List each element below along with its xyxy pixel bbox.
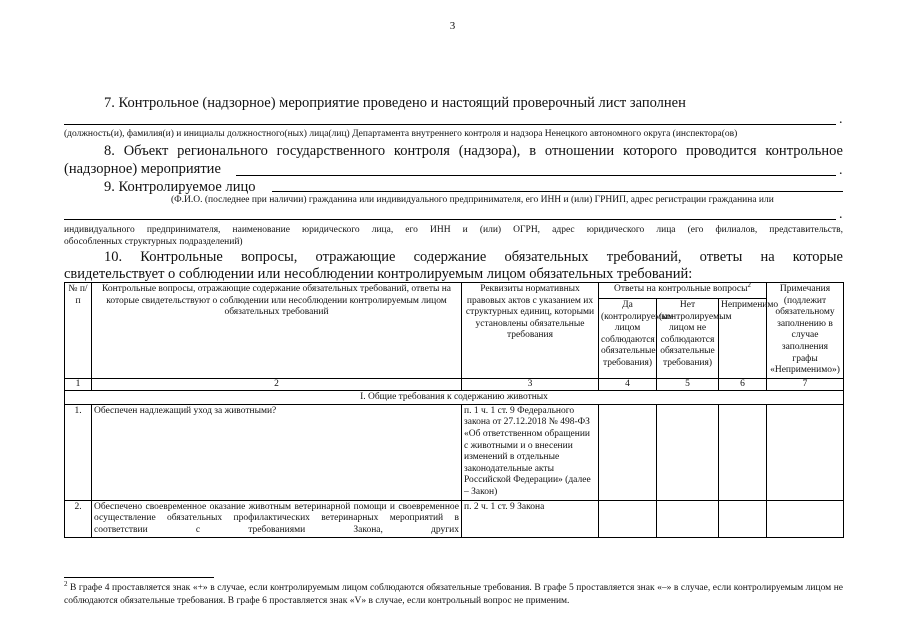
column-number: 2: [92, 378, 462, 390]
item-9-text: 9. Контролируемое лицо: [104, 179, 256, 195]
period: .: [839, 207, 843, 222]
column-number: 7: [767, 378, 844, 390]
answer-no-cell[interactable]: [657, 500, 719, 538]
row-num: 2.: [65, 500, 92, 538]
column-number: 1: [65, 378, 92, 390]
section-row: [65, 390, 844, 404]
item-10-line-1: 10. Контрольные вопросы, отражающие содержание обязательных требований, ответы на которые: [104, 249, 843, 265]
item-9-fill-line-2[interactable]: [64, 219, 836, 220]
footnote-text: В графе 4 проставляется знак «+» в случае, если контролируемым лицом соблюдаются обязательные требования. В графе 5 проставляется знак «–» в случае, если контролируемым лицом не соблюдаются обязательные требования. В графе 6 проставляется знак «V» в случае, если контрольный вопрос не применим.: [64, 583, 843, 606]
footnote-marker: 2: [64, 579, 68, 588]
footnote: [64, 579, 843, 607]
checklist-table: [64, 282, 844, 538]
item-9-caption-2: индивидуального предпринимателя, наименование юридического лица, его ИНН и (или) ОГРН, адрес юридического лица (его филиалов, представительств,: [64, 225, 843, 235]
item-7-caption: (должность(и), фамилия(и) и инициалы должностного(ных) лица(лиц) Департамента внутреннего контроля и надзора Ненецкого автономного округа (инспектора(ов): [64, 129, 738, 139]
item-7-text: 7. Контрольное (надзорное) мероприятие проведено и настоящий проверочный лист заполнен: [104, 95, 686, 111]
item-9-caption-1: (Ф.И.О. (последнее при наличии) гражданина или индивидуального предпринимателя, его ИНН и (или) ГРНИП, адрес регистрации гражданина или: [171, 195, 774, 205]
item-10-line-2: свидетельствует о соблюдении или несоблюдении контролируемым лицом обязательных требований:: [64, 266, 693, 282]
answer-na-cell[interactable]: [719, 500, 767, 538]
answer-na-cell[interactable]: [719, 404, 767, 500]
header-questions: Контрольные вопросы, отражающие содержание обязательных требований, ответы на которые свидетельствуют о соблюдении или несоблюдении контролируемым лицом обязательных требований: [92, 283, 462, 379]
row-requisite: п. 1 ч. 1 ст. 9 Федерального закона от 27.12.2018 № 498-ФЗ «Об ответственном обращении с животными и о внесении изменений в отдельные законодательные акты Российской Федерации» (далее – Закон): [462, 404, 599, 500]
page-number: 3: [449, 20, 456, 32]
item-8-fill-line[interactable]: [236, 175, 836, 176]
row-requisite: п. 2 ч. 1 ст. 9 Закона: [462, 500, 599, 538]
table-row: [65, 404, 844, 500]
table-header-row: [65, 283, 844, 299]
item-8-line-1: 8. Объект регионального государственного контроля (надзора), в отношении которого проводится контрольное: [104, 143, 843, 159]
header-notes: Примечания (подлежит обязательному заполнению в случае заполнения графы «Неприменимо»): [767, 283, 844, 379]
row-num: 1.: [65, 404, 92, 500]
column-number: 5: [657, 378, 719, 390]
column-number: 4: [599, 378, 657, 390]
section-title: I. Общие требования к содержанию животных: [65, 390, 844, 404]
row-question: Обеспечено своевременное оказание животным ветеринарной помощи и своевременное осуществление обязательных профилактических ветеринарных мероприятий в соответствии с требованиями Закона, других: [92, 500, 462, 538]
footnote-separator: [64, 577, 214, 578]
column-number: 6: [719, 378, 767, 390]
item-9-fill-line-1[interactable]: [272, 191, 843, 192]
column-number: 3: [462, 378, 599, 390]
header-na: Неприменимо: [719, 299, 767, 379]
row-question: Обеспечен надлежащий уход за животными?: [92, 404, 462, 500]
answer-no-cell[interactable]: [657, 404, 719, 500]
answer-yes-cell[interactable]: [599, 500, 657, 538]
notes-cell[interactable]: [767, 500, 844, 538]
header-answers-group: [599, 280, 767, 299]
item-8-line-2: (надзорное) мероприятие: [64, 161, 221, 177]
header-yes: Да (контролируемым лицом соблюдаются обязательные требования): [599, 299, 657, 379]
header-requisites: Реквизиты нормативных правовых актов с указанием их структурных единиц, которыми установлены обязательные требования: [462, 283, 599, 379]
notes-cell[interactable]: [767, 404, 844, 500]
footnote-ref: 2: [747, 280, 752, 289]
header-no: Нет (контролируемым лицом не соблюдаются обязательные требования): [657, 299, 719, 379]
period: .: [839, 163, 843, 178]
column-numbers-row: [65, 378, 844, 390]
item-7-fill-line[interactable]: [64, 124, 836, 125]
header-num: № п/п: [65, 283, 92, 379]
table-row: [65, 500, 844, 538]
header-answers-label: Ответы на контрольные вопросы: [613, 284, 748, 294]
answer-yes-cell[interactable]: [599, 404, 657, 500]
item-9-caption-3: обособленных структурных подразделений): [64, 237, 243, 247]
period: .: [839, 112, 843, 127]
